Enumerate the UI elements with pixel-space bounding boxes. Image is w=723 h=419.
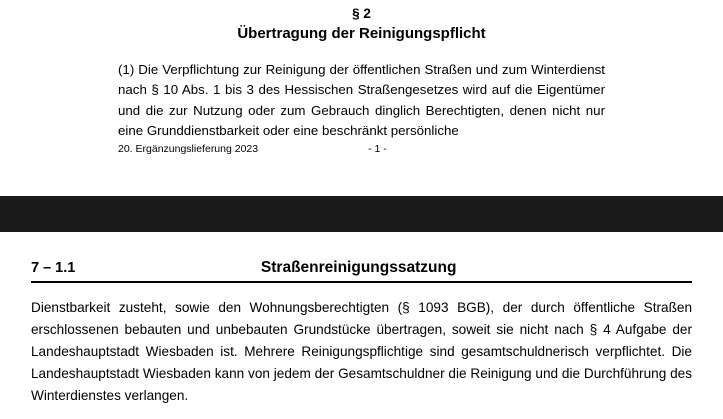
header-document-title: Straßenreinigungssatzung xyxy=(260,259,457,276)
section-title: Übertragung der Reinigungspflicht xyxy=(237,24,486,42)
top-paragraph: (1) Die Verpflichtung zur Reinigung der öffentlichen Straßen und zum Winterdienst nach § 10 Abs. 1 bis 3 des Hessischen Straßengesetzes wird auf die Eigentümer und die zur Nutzung oder zum Gebrauch dinglich Berechtigten, denen nicht nur eine Grunddienstbarkeit oder eine beschränkt persönliche xyxy=(118,61,605,139)
running-header xyxy=(31,259,692,277)
bottom-paragraph: Dienstbarkeit zusteht, sowie den Wohnungsberechtigten (§ 1093 BGB), der durch öffentliche Straßen erschlossenen bebauten und unbebauten Grundstücke übertragen, soweit sie nicht nach § 4 Aufgabe der Landeshauptstadt Wiesbaden ist. Mehrere Reinigungspflichtige sind gesamtschuldnerisch verpflichtet. Die Landeshauptstadt Wiesbaden kann von jedem der Gesamtschuldner die Reinigung und die Durchführung des Winterdienstes verlangen. xyxy=(31,300,692,404)
page-footer xyxy=(118,143,458,155)
header-rule xyxy=(31,281,692,283)
page-fragment-bottom xyxy=(0,250,723,419)
page-fragment-top xyxy=(0,0,723,196)
header-section-id: 7 – 1.1 xyxy=(31,260,76,276)
page-separator-band xyxy=(0,196,723,232)
section-marker: § 2 xyxy=(352,6,371,21)
footer-page-number: - 1 - xyxy=(368,143,387,155)
footer-edition: 20. Ergänzungslieferung 2023 xyxy=(118,143,259,155)
page-gap xyxy=(0,232,723,250)
